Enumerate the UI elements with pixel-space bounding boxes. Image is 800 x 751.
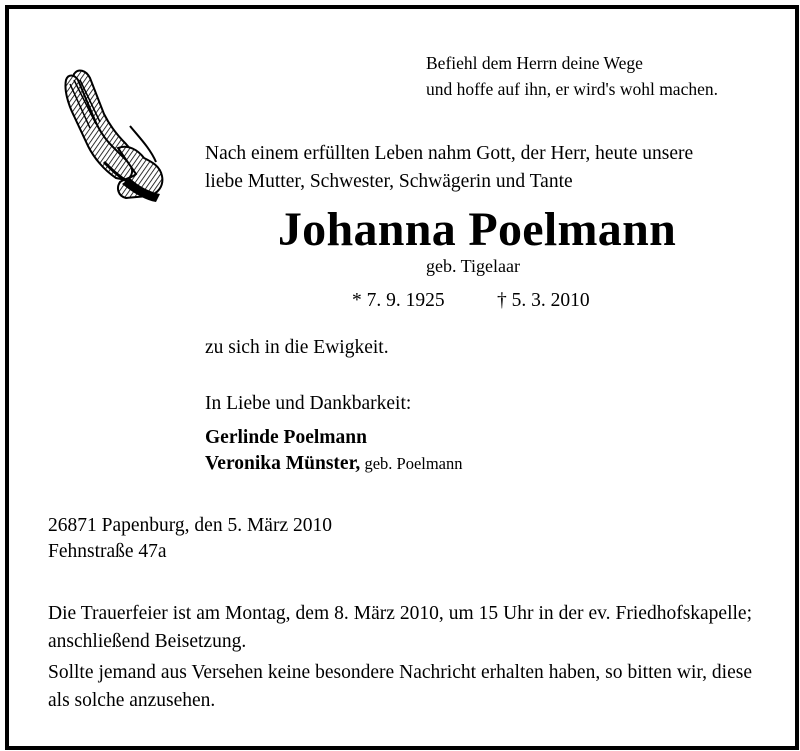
verse-line-1: Befiehl dem Herrn deine Wege — [426, 53, 643, 73]
place-and-date: 26871 Papenburg, den 5. März 2010 — [48, 515, 332, 536]
deceased-name-text: Johanna Poelmann — [277, 203, 677, 256]
intro-line-1: Nach einem erfüllten Leben nahm Gott, der Herr, heute unsere — [205, 143, 694, 164]
bible-verse — [426, 50, 718, 102]
mourner-name: Gerlinde Poelmann — [205, 427, 367, 448]
maiden-name: geb. Tigelaar — [426, 256, 520, 276]
mourner-note: geb. Poelmann — [360, 454, 463, 473]
verse-line-2: und hoffe auf ihn, er wird's wohl machen. — [426, 79, 718, 99]
death-date: † 5. 3. 2010 — [497, 290, 590, 311]
praying-hands-icon — [60, 66, 168, 206]
deceased-name — [0, 200, 800, 260]
mourner-name: Veronika Münster, — [205, 453, 361, 474]
funeral-paragraph: Die Trauerfeier ist am Montag, dem 8. März 2010, um 15 Uhr in der ev. Friedhofskapelle; anschließend Beisetzung. — [48, 603, 752, 652]
mourner-entry — [205, 450, 463, 478]
street-address: Fehnstraße 47a — [48, 541, 167, 562]
intro-line-2: liebe Mutter, Schwester, Schwägerin und Tante — [205, 171, 573, 192]
gratitude-line: In Liebe und Dankbarkeit: — [205, 393, 412, 414]
notice-paragraph: Sollte jemand aus Versehen keine besondere Nachricht erhalten haben, so bitten wir, diese als solche anzusehen. — [48, 662, 752, 711]
birth-date: * 7. 9. 1925 — [352, 290, 445, 311]
eternity-line: zu sich in die Ewigkeit. — [205, 337, 389, 358]
announcement-intro — [205, 140, 693, 196]
